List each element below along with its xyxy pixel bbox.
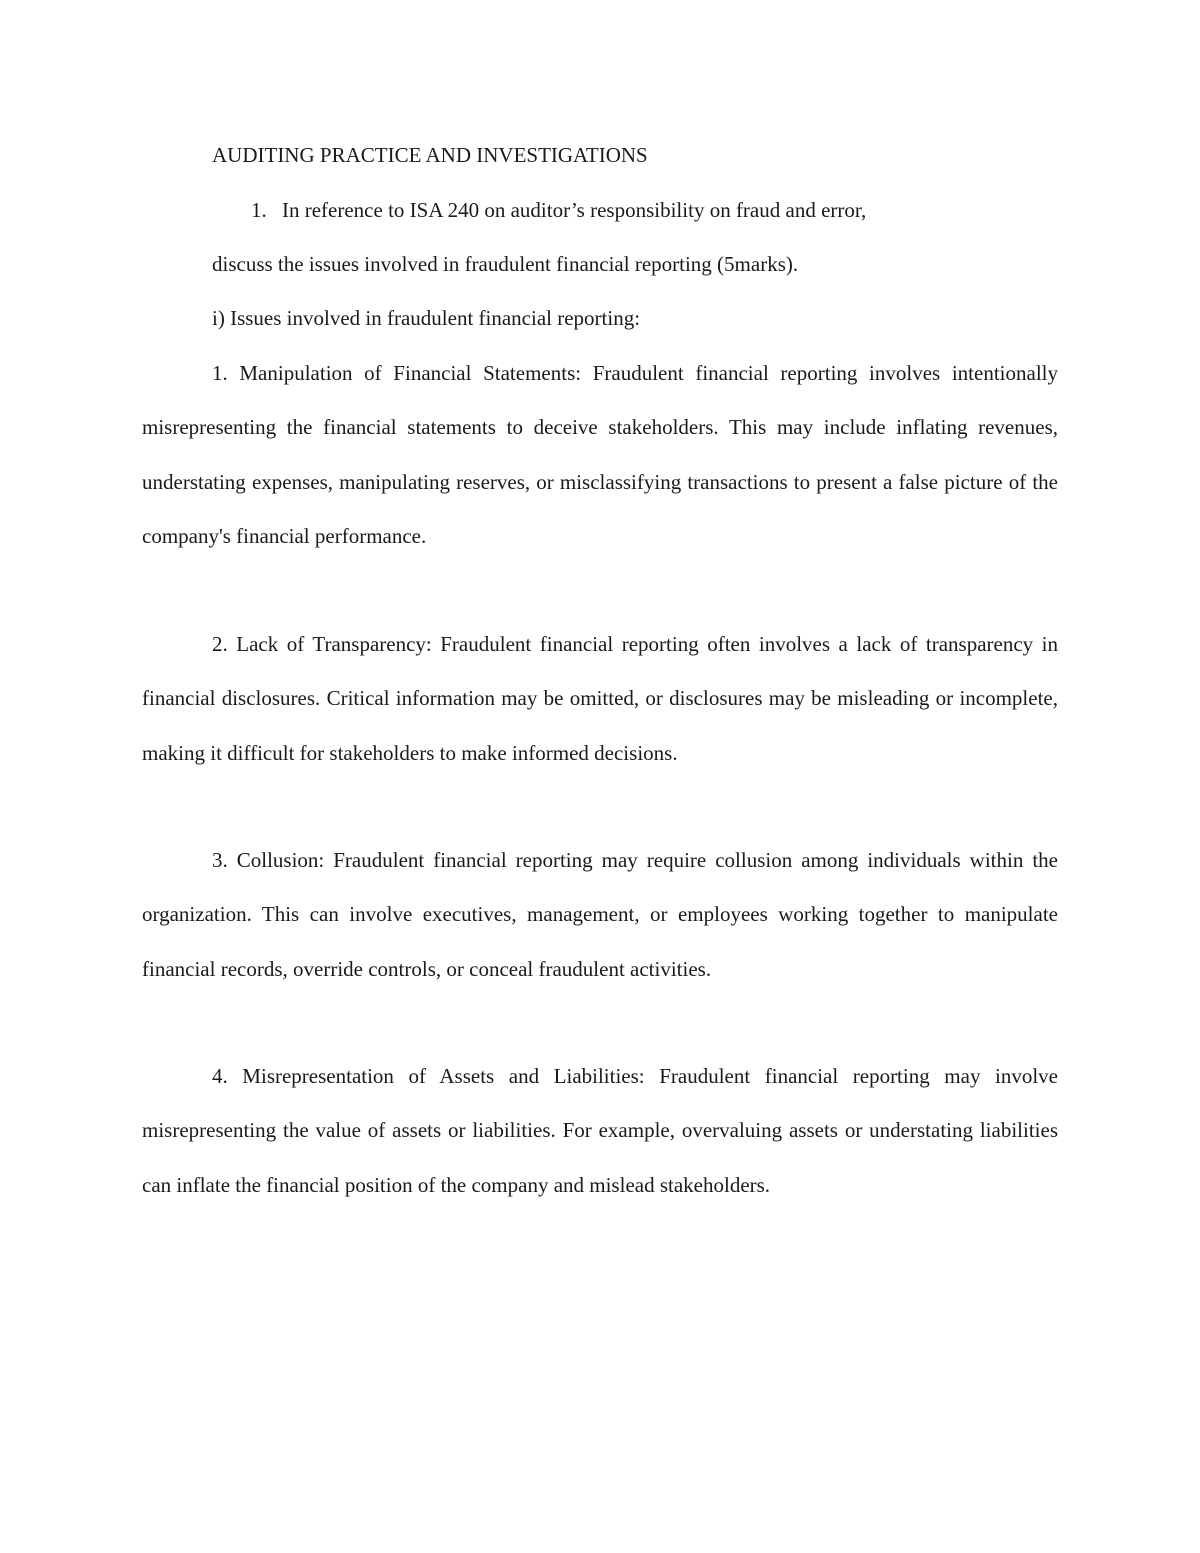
question-text: In reference to ISA 240 on auditor’s responsibility on fraud and error, [282,198,867,222]
section-subheading: i) Issues involved in fraudulent financial reporting: [212,306,641,330]
document-title: AUDITING PRACTICE AND INVESTIGATIONS [212,143,648,167]
question-number: 1. [251,198,267,222]
paragraph-misrepresentation: 4. Misrepresentation of Assets and Liabilities: Fraudulent financial reporting may involve misrepresenting the value of assets or liabilities. For example, overvaluing assets or understating liabilities can inflate the financial position of the company and mislead stakeholders. [142,1064,1058,1197]
paragraph-transparency: 2. Lack of Transparency: Fraudulent financial reporting often involves a lack of transparency in financial disclosures. Critical information may be omitted, or disclosures may be misleading or incomplete, making it difficult for stakeholders to make informed decisions. [142,632,1058,765]
paragraph-collusion: 3. Collusion: Fraudulent financial reporting may require collusion among individuals within the organization. This can involve executives, management, or employees working together to manipulate financial records, override controls, or conceal fraudulent activities. [142,848,1058,981]
question-continuation: discuss the issues involved in fraudulent financial reporting (5marks). [212,252,799,276]
paragraph-manipulation: 1. Manipulation of Financial Statements: Fraudulent financial reporting involves intentionally misrepresenting the financial statements to deceive stakeholders. This may include inflating revenues, understating expenses, manipulating reserves, or misclassifying transactions to present a false picture of the company's financial performance. [142,361,1058,548]
